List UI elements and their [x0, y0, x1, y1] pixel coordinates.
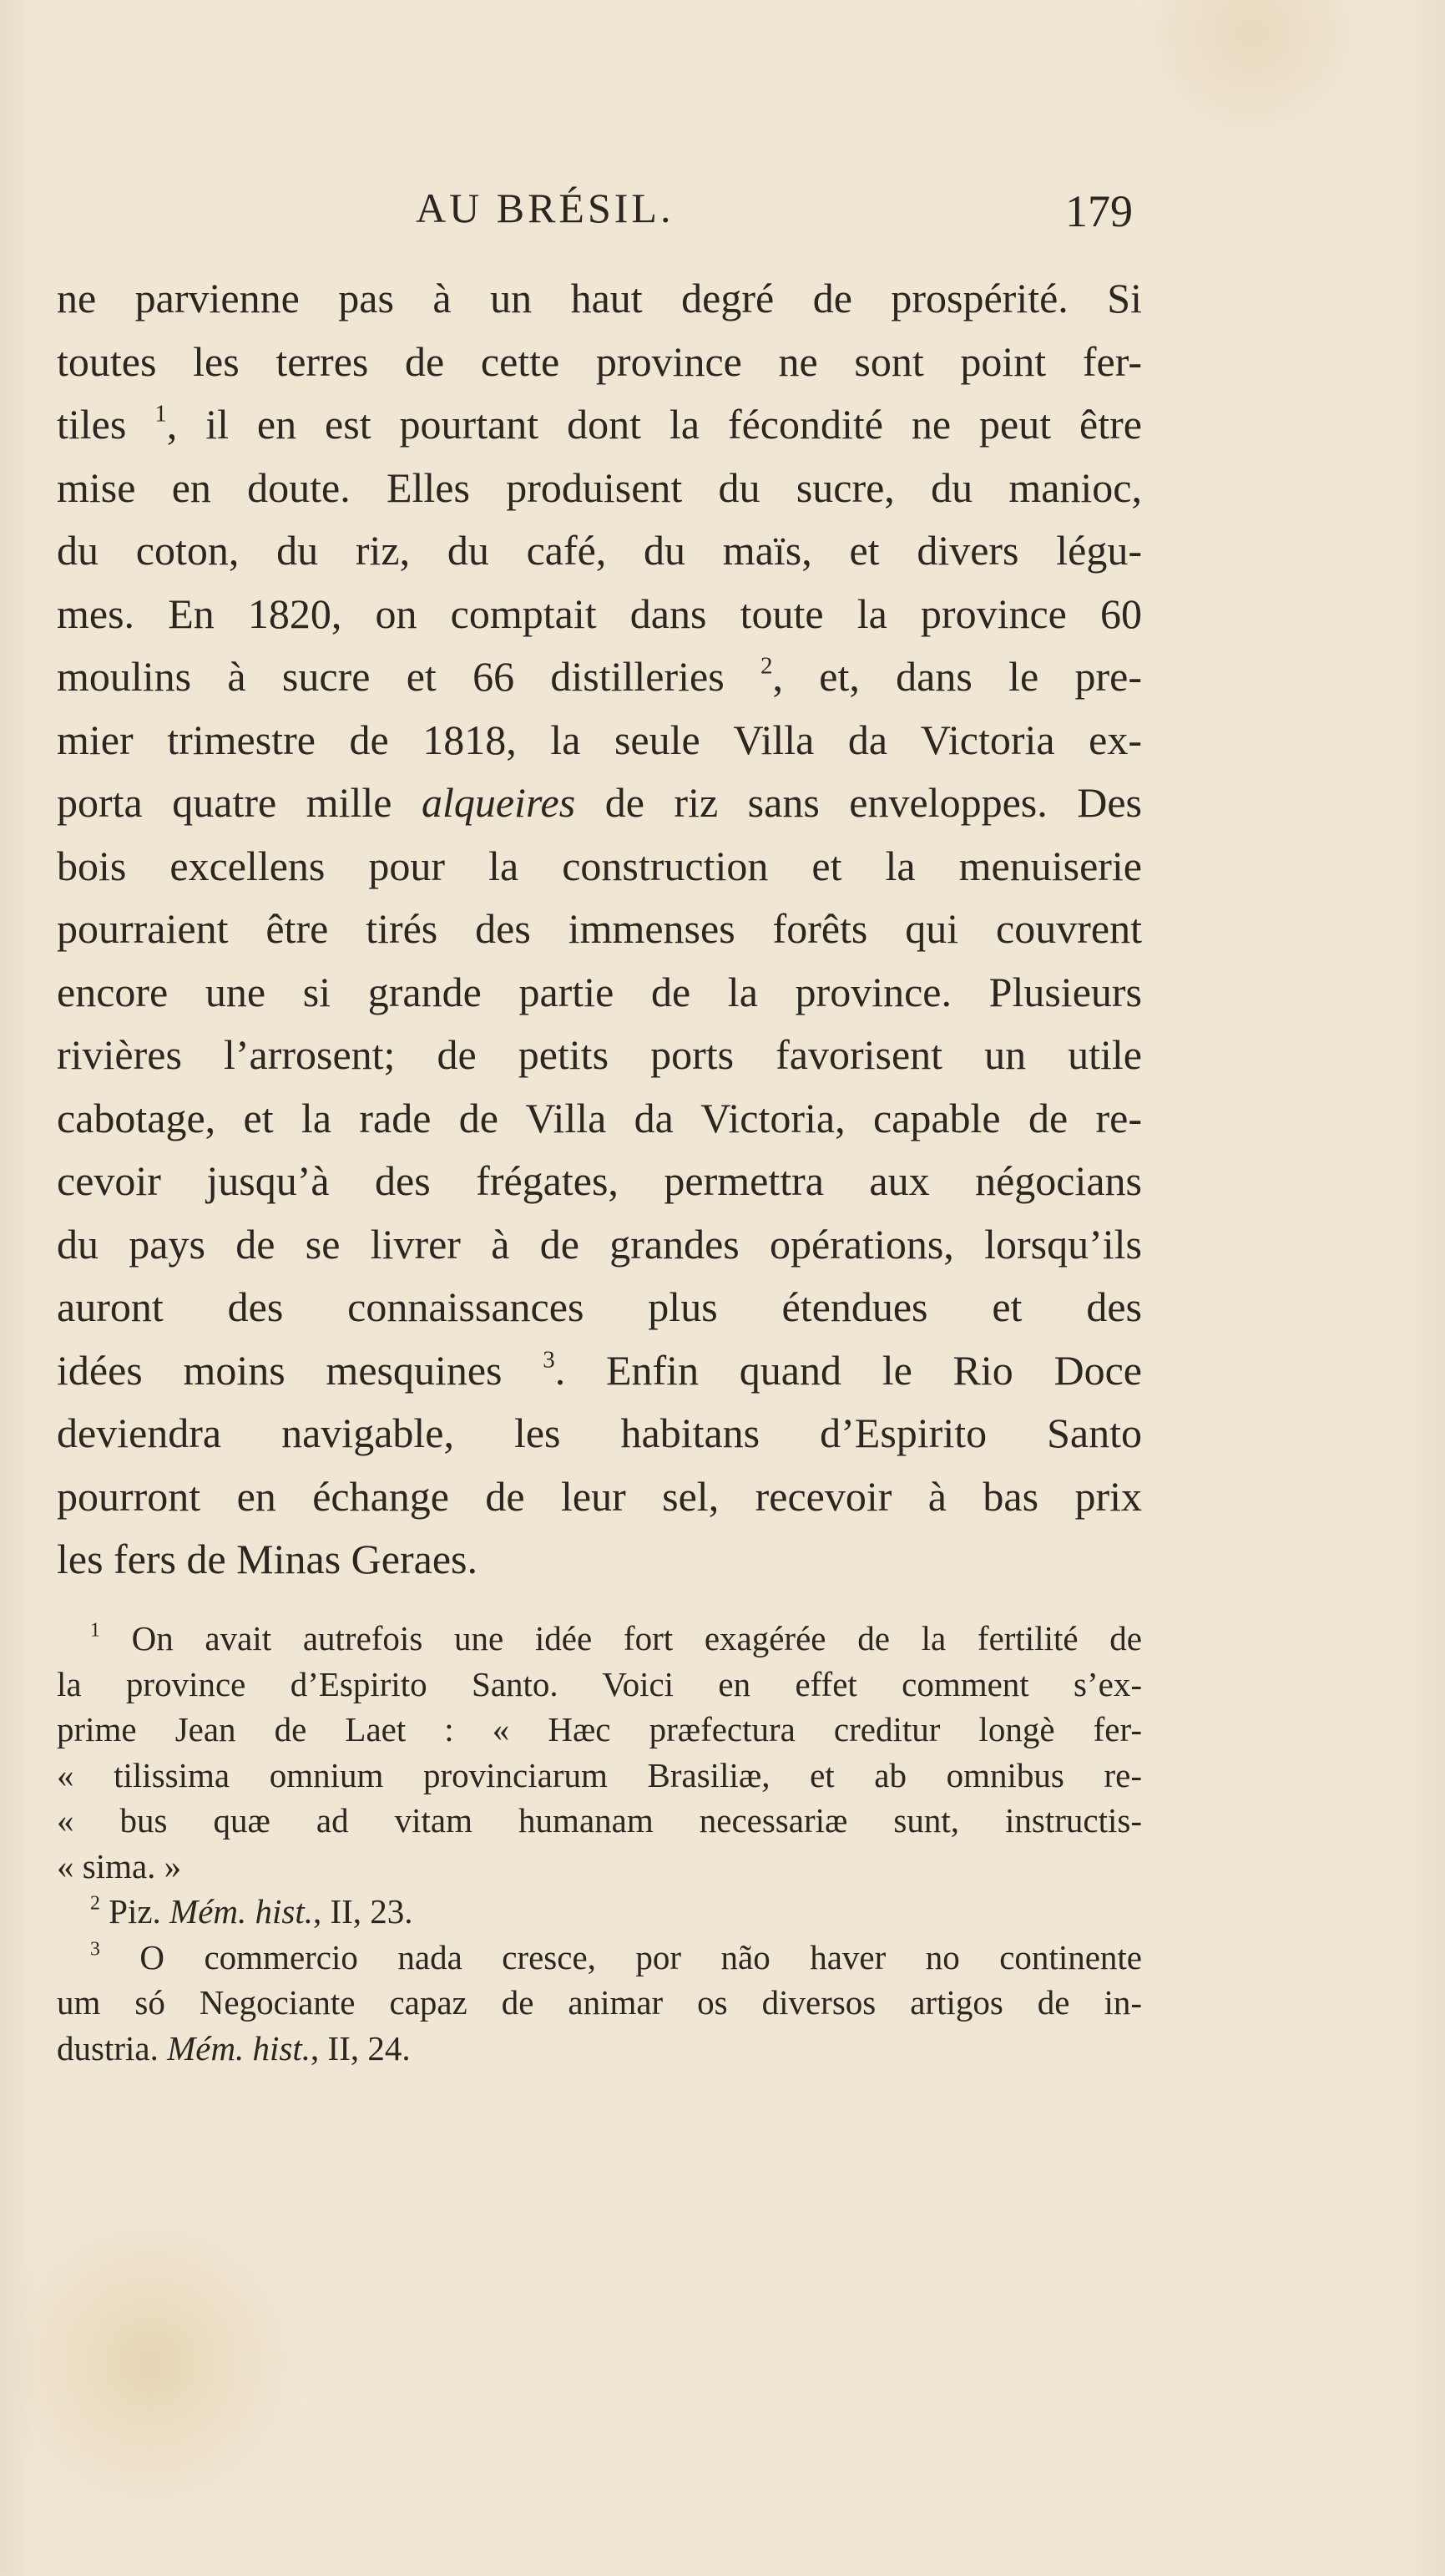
text-line: cabotage, et la rade de Villa da Victoria, capable de re- [57, 1094, 1142, 1141]
footnote-1-line: prime Jean de Laet : « Hæc præfectura creditur longè fer- [57, 1710, 1142, 1749]
text-line: mier trimestre de 1818, la seule Villa da Victoria ex- [57, 716, 1142, 763]
text-line: porta quatre mille alqueires de riz sans enveloppes. Des [57, 779, 1142, 826]
text-line: pourraient être tirés des immenses forêts qui couvrent [57, 905, 1142, 952]
main-text [57, 267, 1142, 1592]
footnote-3-line: dustria. Mém. hist., II, 24. [57, 2028, 411, 2067]
footnote-2: $^2$ Piz. Mém. hist., II, 23. [90, 1892, 413, 1931]
footnote-3-line: $^3$ O commercio nada cresce, por não haver no continente [90, 1937, 1142, 1976]
text-line: du pays de se livrer à de grandes opérations, lorsqu’ils [57, 1220, 1142, 1268]
italic-term: alqueires [421, 779, 576, 826]
text-line: toutes les terres de cette province ne sont point fer- [57, 337, 1142, 385]
footnote-1-line: « tilissima omnium provinciarum Brasiliæ, et ab omnibus re- [57, 1755, 1142, 1794]
footnote-ref: 3 [543, 1346, 555, 1374]
italic-citation: Mém. hist. [169, 1892, 313, 1931]
footnote-marker: 1 [90, 1619, 100, 1642]
text-line: ne parvienne pas à un haut degré de prospérité. Si [57, 275, 1142, 321]
text-line: mise en doute. Elles produisent du sucre, du manioc, [57, 463, 1142, 511]
running-title: AU BRÉSIL. [416, 185, 675, 231]
page-header [57, 184, 1142, 242]
footnote-1-line: la province d’Espirito Santo. Voici en effet comment s’ex- [57, 1664, 1142, 1703]
text-line: idées moins mesquines $^3$. Enfin quand le Rio Doce [57, 1346, 1142, 1394]
footnote-1-line: $^1$ On avait autrefois une idée fort exagérée de la fertilité de [90, 1619, 1142, 1657]
footnote-marker: 3 [90, 1937, 100, 1960]
footnote-ref: 1 [154, 400, 167, 428]
text-line: bois excellens pour la construction et la menuiserie [57, 842, 1142, 889]
text-line: cevoir jusqu’à des frégates, permettra aux négocians [57, 1157, 1142, 1204]
footnote-marker: 2 [90, 1892, 100, 1915]
text-line: deviendra navigable, les habitans d’Espirito Santo [57, 1409, 1142, 1456]
italic-citation: Mém. hist. [167, 2028, 311, 2067]
text-line: rivières l’arrosent; de petits ports favorisent un utile [57, 1031, 1142, 1078]
text-line: pourront en échange de leur sel, recevoir à bas prix [57, 1472, 1142, 1520]
footnote-1-line: « bus quæ ad vitam humanam necessariæ sunt, instructis- [57, 1801, 1142, 1840]
text-line: les fers de Minas Geraes. [57, 1536, 477, 1582]
text-line: du coton, du riz, du café, du maïs, et divers légu- [57, 527, 1142, 574]
text-line: auront des connaissances plus étendues et des [57, 1283, 1142, 1330]
page-number: 179 [1065, 186, 1133, 236]
footnote-1-line: « sima. » [57, 1846, 182, 1885]
text-line: tiles $^1$, il en est pourtant dont la fécondité ne peut être [57, 400, 1142, 448]
text-line: encore une si grande partie de la province. Plusieurs [57, 968, 1142, 1015]
text-line: mes. En 1820, on comptait dans toute la province 60 [57, 590, 1142, 637]
footnotes [57, 1616, 1142, 2071]
footnote-ref: 2 [760, 652, 773, 680]
footnote-3-line: um só Negociante capaz de animar os diversos artigos de in- [57, 1983, 1142, 2022]
text-line: moulins à sucre et 66 distilleries $^2$, et, dans le pre- [57, 652, 1143, 700]
